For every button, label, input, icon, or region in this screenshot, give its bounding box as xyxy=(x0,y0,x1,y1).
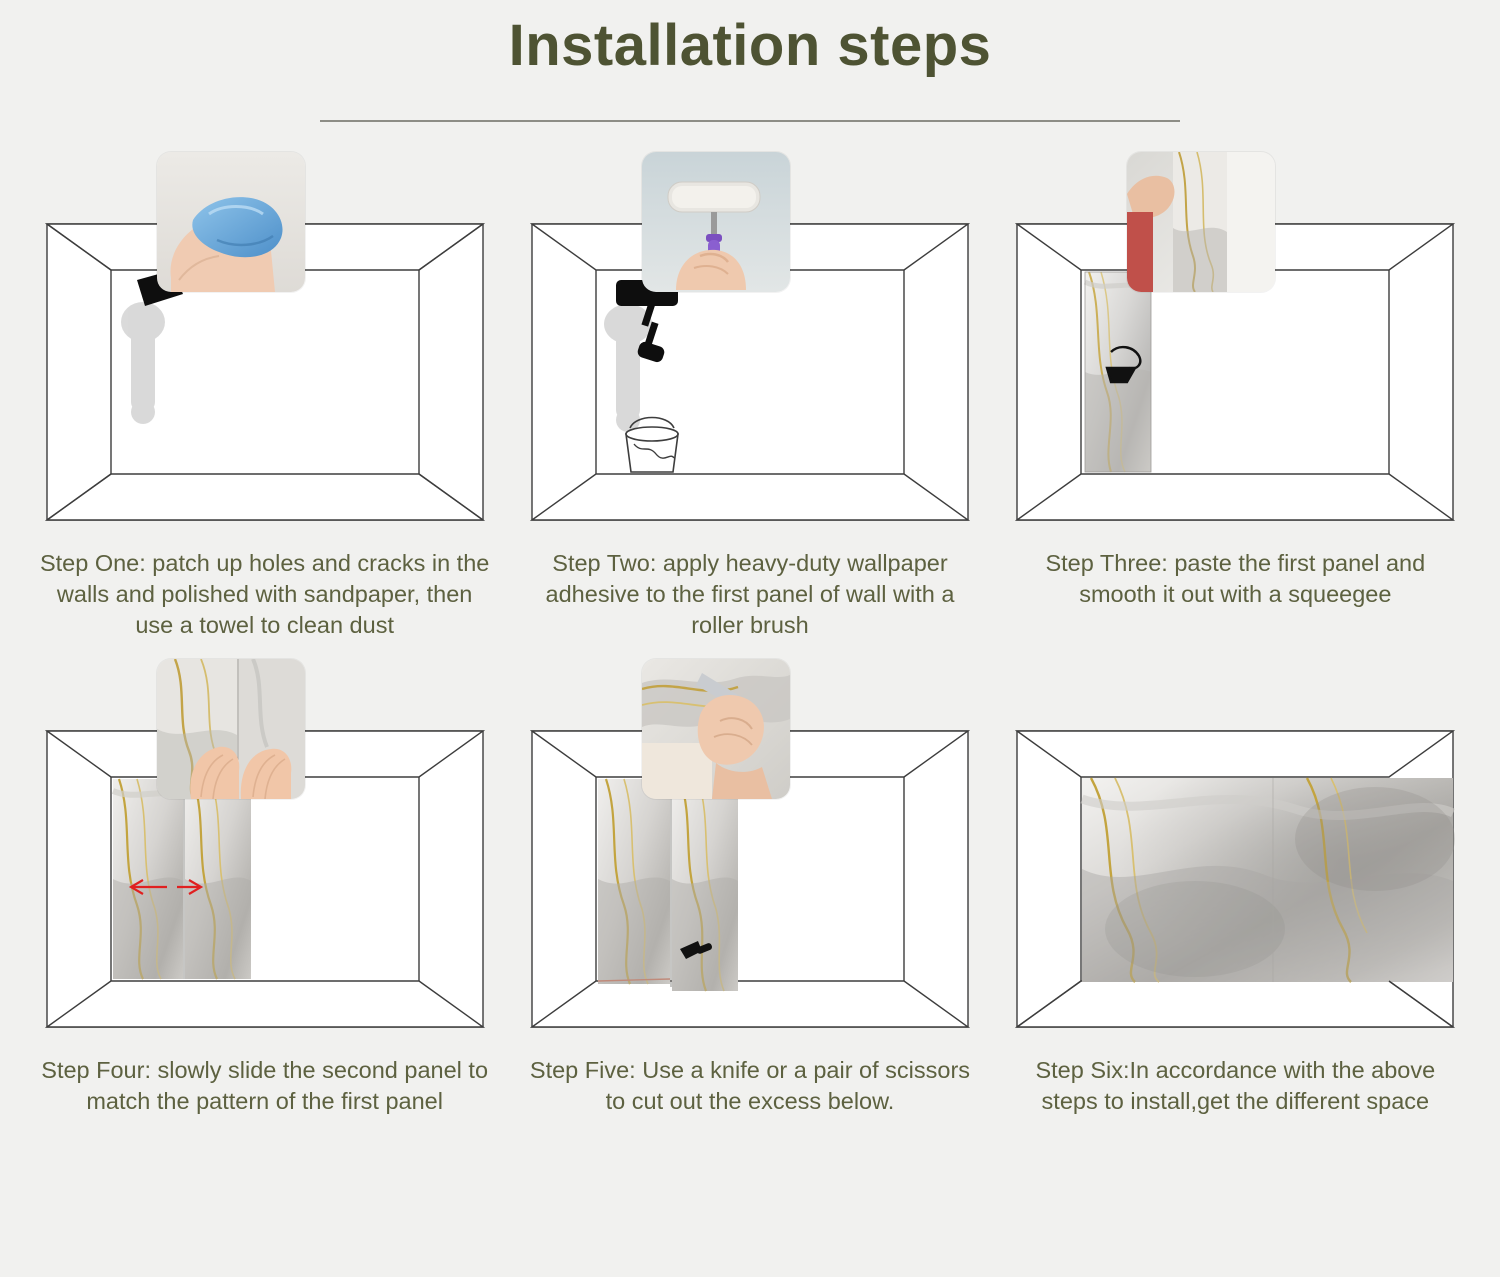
step-four-caption: Step Four: slowly slide the second panel to match the pattern of the first panel xyxy=(41,1056,489,1114)
step-three-scene xyxy=(1015,152,1455,542)
step-six-scene xyxy=(1015,659,1455,1049)
hand-wiping-wall-with-blue-cloth-photo xyxy=(157,152,305,292)
title-divider xyxy=(320,120,1180,122)
step-five-caption: Step Five: Use a knife or a pair of scissors to cut out the excess below. xyxy=(529,1056,971,1114)
step-five-scene xyxy=(530,659,970,1049)
two-hands-matching-wallpaper-seam-photo xyxy=(157,659,305,799)
step-two-caption: Step Two: apply heavy-duty wallpaper adhesive to the first panel of wall with a roller brush xyxy=(545,549,955,638)
hand-cutting-wallpaper-with-knife-photo xyxy=(642,659,790,799)
step-six-caption: Step Six:In accordance with the above steps to install,get the different space xyxy=(1035,1056,1436,1114)
room-with-finished-marble-mural-illustration xyxy=(1015,729,1455,1029)
step-two-scene xyxy=(530,152,970,542)
step-card-six xyxy=(993,659,1478,1117)
step-card-two xyxy=(507,152,992,641)
hand-holding-paint-roller-photo xyxy=(642,152,790,292)
step-one-caption: Step One: patch up holes and cracks in the walls and polished with sandpaper, then use a towel to clean dust xyxy=(39,549,490,638)
step-card-one xyxy=(22,152,507,641)
step-card-five xyxy=(507,659,992,1117)
step-card-four xyxy=(22,659,507,1117)
person-applying-wallpaper-panel-photo xyxy=(1127,152,1275,292)
step-three-caption: Step Three: paste the first panel and smooth it out with a squeegee xyxy=(1045,549,1426,607)
step-one-scene xyxy=(45,152,485,542)
page-title: Installation steps xyxy=(508,13,992,78)
step-card-three xyxy=(993,152,1478,641)
steps-grid xyxy=(0,152,1500,1117)
step-four-scene xyxy=(45,659,485,1049)
